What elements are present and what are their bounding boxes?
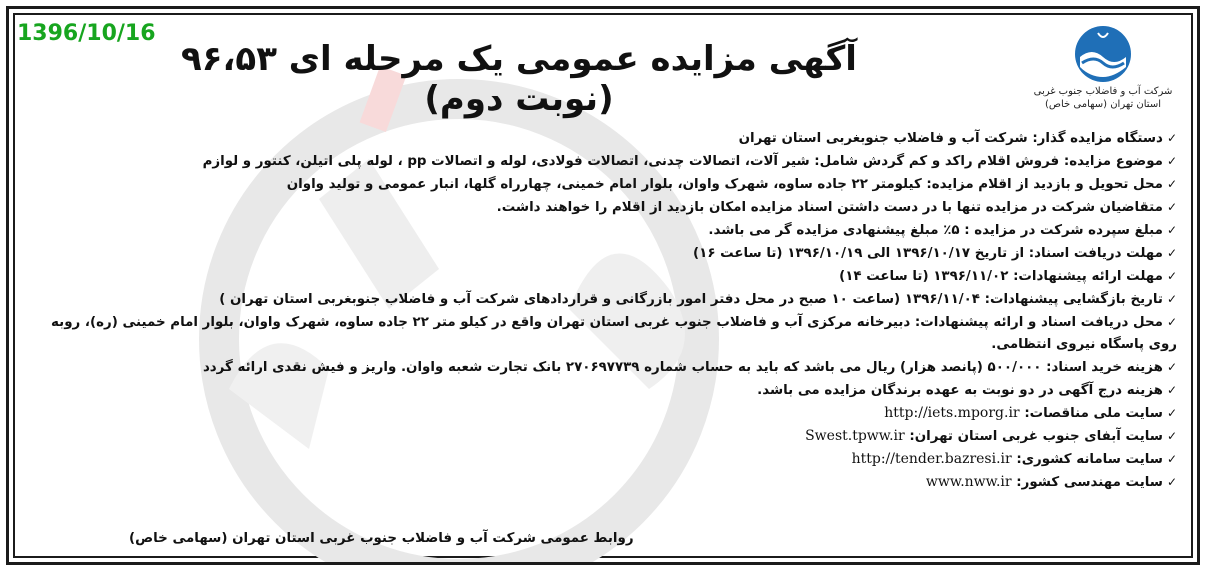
check-icon: ✓ (1166, 452, 1177, 466)
notice-body (27, 127, 1177, 494)
site-item (27, 425, 1177, 448)
item-text: محل دریافت اسناد و ارائه پیشنهادات: دبیرخانه مرکزی آب و فاضلاب جنوب غربی استان تهران واقع در کیلو متر ۲۲ جاده ساوه، شهرک واوان، بلوار امام خمینی (ره)، روبه روی پاسگاه نیروی انتظامی. (51, 315, 1177, 352)
list-item (27, 219, 1177, 242)
check-icon: ✓ (1166, 177, 1177, 191)
water-drop-logo-icon (1072, 23, 1134, 85)
site-label: سایت ملی مناقصات: (1024, 406, 1163, 421)
list-item (27, 379, 1177, 402)
item-text: مبلغ سپرده شرکت در مزایده : ۵٪ مبلغ پیشنهادی مزایده گر می باشد. (708, 223, 1163, 238)
list-item (27, 356, 1177, 379)
site-link-nww[interactable]: www.nww.ir (925, 474, 1012, 490)
site-label: سایت سامانه کشوری: (1016, 452, 1163, 467)
list-item (27, 196, 1177, 219)
check-icon: ✓ (1166, 292, 1177, 306)
site-link-iets[interactable]: http://iets.mporg.ir (884, 405, 1020, 421)
check-icon: ✓ (1166, 406, 1177, 420)
item-text: تاریخ بازگشایی پیشنهادات: ۱۳۹۶/۱۱/۰۴ (ساعت ۱۰ صبح در محل دفتر امور بازرگانی و قراردادهای شرکت آب و فاضلاب جنوبغربی استان تهران ) (219, 292, 1163, 307)
logo-line-1: شرکت آب و فاضلاب جنوب غربی (1033, 86, 1173, 97)
check-icon: ✓ (1166, 223, 1177, 237)
site-label: سایت آبفای جنوب غربی استان تهران: (909, 429, 1163, 444)
list-item (27, 311, 1177, 356)
list-item (27, 150, 1177, 173)
notice-frame (6, 6, 1200, 565)
site-link-tender[interactable]: http://tender.bazresi.ir (851, 451, 1012, 467)
item-text: موضوع مزایده: فروش اقلام راکد و کم گردش شامل: شیر آلات، اتصالات چدنی، اتصالات فولادی، لوله و اتصالات pp ، لوله پلی اتیلن، کنتور و لوازم (202, 154, 1163, 169)
site-item (27, 448, 1177, 471)
list-item (27, 127, 1177, 150)
logo-line-2: استان تهران (سهامی خاص) (1045, 99, 1161, 110)
item-text: هزینه خرید اسناد: ۵۰۰/۰۰۰ (پانصد هزار) ریال می باشد که باید به حساب شماره ۲۷۰۶۹۷۷۳۹ بانک تجارت شعبه واوان. واریز و فیش نقدی ارائه گردد (202, 360, 1163, 375)
list-item (27, 288, 1177, 311)
date-stamp: 1396/10/16 (17, 21, 156, 46)
check-icon: ✓ (1166, 360, 1177, 374)
check-icon: ✓ (1166, 131, 1177, 145)
check-icon: ✓ (1166, 154, 1177, 168)
list-item (27, 265, 1177, 288)
list-item (27, 242, 1177, 265)
check-icon: ✓ (1166, 383, 1177, 397)
check-icon: ✓ (1166, 475, 1177, 489)
item-text: محل تحویل و بازدید از اقلام مزایده: کیلومتر ۲۲ جاده ساوه، شهرک واوان، بلوار امام خمینی، چهارراه گلها، انبار عمومی و تولید واوان (286, 177, 1163, 192)
item-text: مهلت ارائه پیشنهادات: ۱۳۹۶/۱۱/۰۲ (تا ساعت ۱۴) (839, 269, 1163, 284)
item-text: مهلت دریافت اسناد: از تاریخ ۱۳۹۶/۱۰/۱۷ الی ۱۳۹۶/۱۰/۱۹ (تا ساعت ۱۶) (693, 246, 1163, 261)
check-icon: ✓ (1166, 246, 1177, 260)
check-icon: ✓ (1166, 200, 1177, 214)
check-icon: ✓ (1166, 315, 1177, 329)
site-label: سایت مهندسی کشور: (1016, 475, 1163, 490)
site-link-swest[interactable]: Swest.tpww.ir (805, 428, 905, 444)
check-icon: ✓ (1166, 429, 1177, 443)
check-icon: ✓ (1166, 269, 1177, 283)
footer-signature: روابط عمومی شرکت آب و فاضلاب جنوب غربی استان تهران (سهامی خاص) (129, 531, 634, 546)
company-logo (1033, 23, 1173, 111)
site-item (27, 402, 1177, 425)
item-text: دستگاه مزایده گذار: شرکت آب و فاضلاب جنوبغربی استان تهران (738, 131, 1163, 146)
item-text: متقاضیان شرکت در مزایده تنها با در دست داشتن اسناد مزایده امکان بازدید از اقلام را خواهند داشت. (496, 200, 1163, 215)
list-item (27, 173, 1177, 196)
notice-title: آگهی مزایده عمومی یک مرحله ای ۹۶،۵۳ (نوبت دوم) (181, 39, 857, 119)
item-text: هزینه درج آگهی در دو نوبت به عهده برندگان مزایده می باشد. (757, 383, 1163, 398)
site-item (27, 471, 1177, 494)
